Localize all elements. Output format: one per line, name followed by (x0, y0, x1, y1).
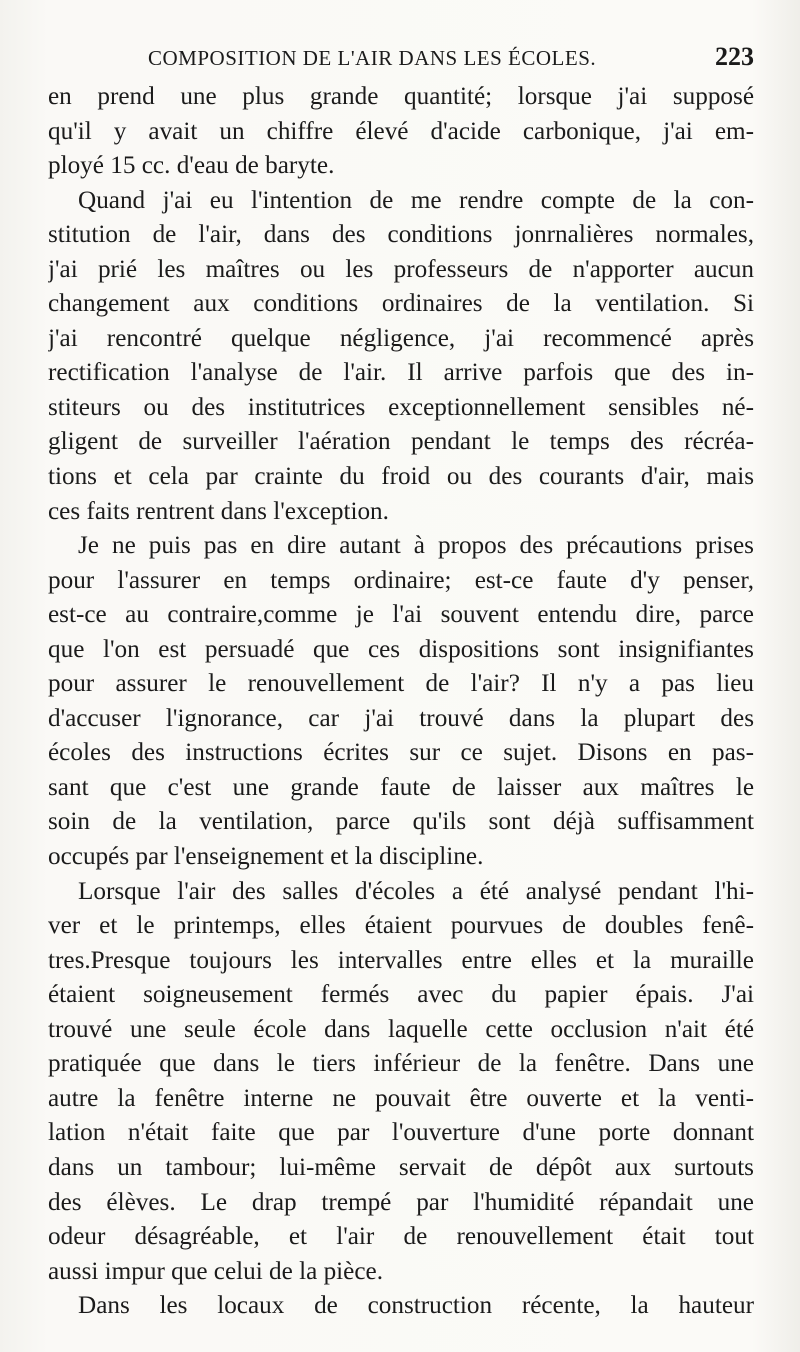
text-line: dans un tambour; lui-même servait de dépôt aux surtouts (48, 1153, 754, 1181)
text-line: lation n'était faite que par l'ouverture d'une porte donnant (48, 1119, 754, 1147)
text-line: occupés par l'enseignement et la discipline. (48, 843, 484, 871)
text-line: sant que c'est une grande faute de laisser aux maîtres le (48, 773, 754, 801)
running-title: COMPOSITION DE L'AIR DANS LES ÉCOLES. (148, 46, 597, 70)
text-line: pratiquée que dans le tiers inférieur de la fenêtre. Dans une (48, 1050, 754, 1078)
page-header (48, 40, 754, 74)
text-line: gligent de surveiller l'aération pendant le temps des récréa- (48, 428, 754, 456)
text-line: pour assurer le renouvellement de l'air? Il n'y a pas lieu (48, 670, 754, 698)
text-line: ployé 15 cc. d'eau de baryte. (48, 152, 335, 180)
text-line: Je ne puis pas en dire autant à propos des précautions prises (78, 532, 754, 560)
text-line: d'accuser l'ignorance, car j'ai trouvé dans la plupart des (48, 704, 754, 732)
text-line: stitution de l'air, dans des conditions jonrnalières normales, (48, 221, 754, 249)
text-line: pour l'assurer en temps ordinaire; est-ce faute d'y penser, (48, 566, 754, 594)
text-line: j'ai rencontré quelque négligence, j'ai recommencé après (48, 324, 754, 352)
text-line: tres.Presque toujours les intervalles entre elles et la muraille (48, 946, 754, 974)
text-line: tions et cela par crainte du froid ou des courants d'air, mais (48, 463, 754, 491)
text-line: trouvé une seule école dans laquelle cette occlusion n'ait été (48, 1015, 754, 1043)
text-line: des élèves. Le drap trempé par l'humidité répandait une (48, 1188, 754, 1216)
text-line: écoles des instructions écrites sur ce sujet. Disons en pas- (48, 739, 754, 767)
text-line: autre la fenêtre interne ne pouvait être ouverte et la venti- (48, 1084, 754, 1112)
text-line: aussi impur que celui de la pièce. (48, 1257, 384, 1285)
text-line: étaient soigneusement fermés avec du papier épais. J'ai (48, 981, 754, 1009)
body-text (48, 80, 754, 1324)
text-line: ver et le printemps, elles étaient pourvues de doubles fenê- (48, 912, 754, 940)
text-line: odeur désagréable, et l'air de renouvellement était tout (48, 1223, 754, 1251)
page-number: 223 (715, 42, 754, 71)
text-line: en prend une plus grande quantité; lorsque j'ai supposé (48, 83, 754, 110)
text-line: est-ce au contraire,comme je l'ai souvent entendu dire, parce (48, 601, 754, 629)
text-line: ces faits rentrent dans l'exception. (48, 497, 389, 525)
text-line: rectification l'analyse de l'air. Il arrive parfois que des in- (48, 359, 754, 387)
text-line: changement aux conditions ordinaires de la ventilation. Si (48, 290, 754, 318)
text-line: Quand j'ai eu l'intention de me rendre compte de la con- (78, 186, 754, 214)
text-line: qu'il y avait un chiffre élevé d'acide carbonique, j'ai em- (48, 117, 754, 145)
text-line: stiteurs ou des institutrices exceptionnellement sensibles né- (48, 393, 754, 421)
text-line: que l'on est persuadé que ces dispositions sont insignifiantes (48, 635, 754, 663)
text-line: j'ai prié les maîtres ou les professeurs de n'apporter aucun (48, 255, 754, 283)
text-line: Lorsque l'air des salles d'écoles a été analysé pendant l'hi- (78, 877, 754, 905)
text-line: Dans les locaux de construction récente, la hauteur (78, 1292, 754, 1320)
text-line: soin de la ventilation, parce qu'ils sont déjà suffisamment (48, 808, 754, 836)
